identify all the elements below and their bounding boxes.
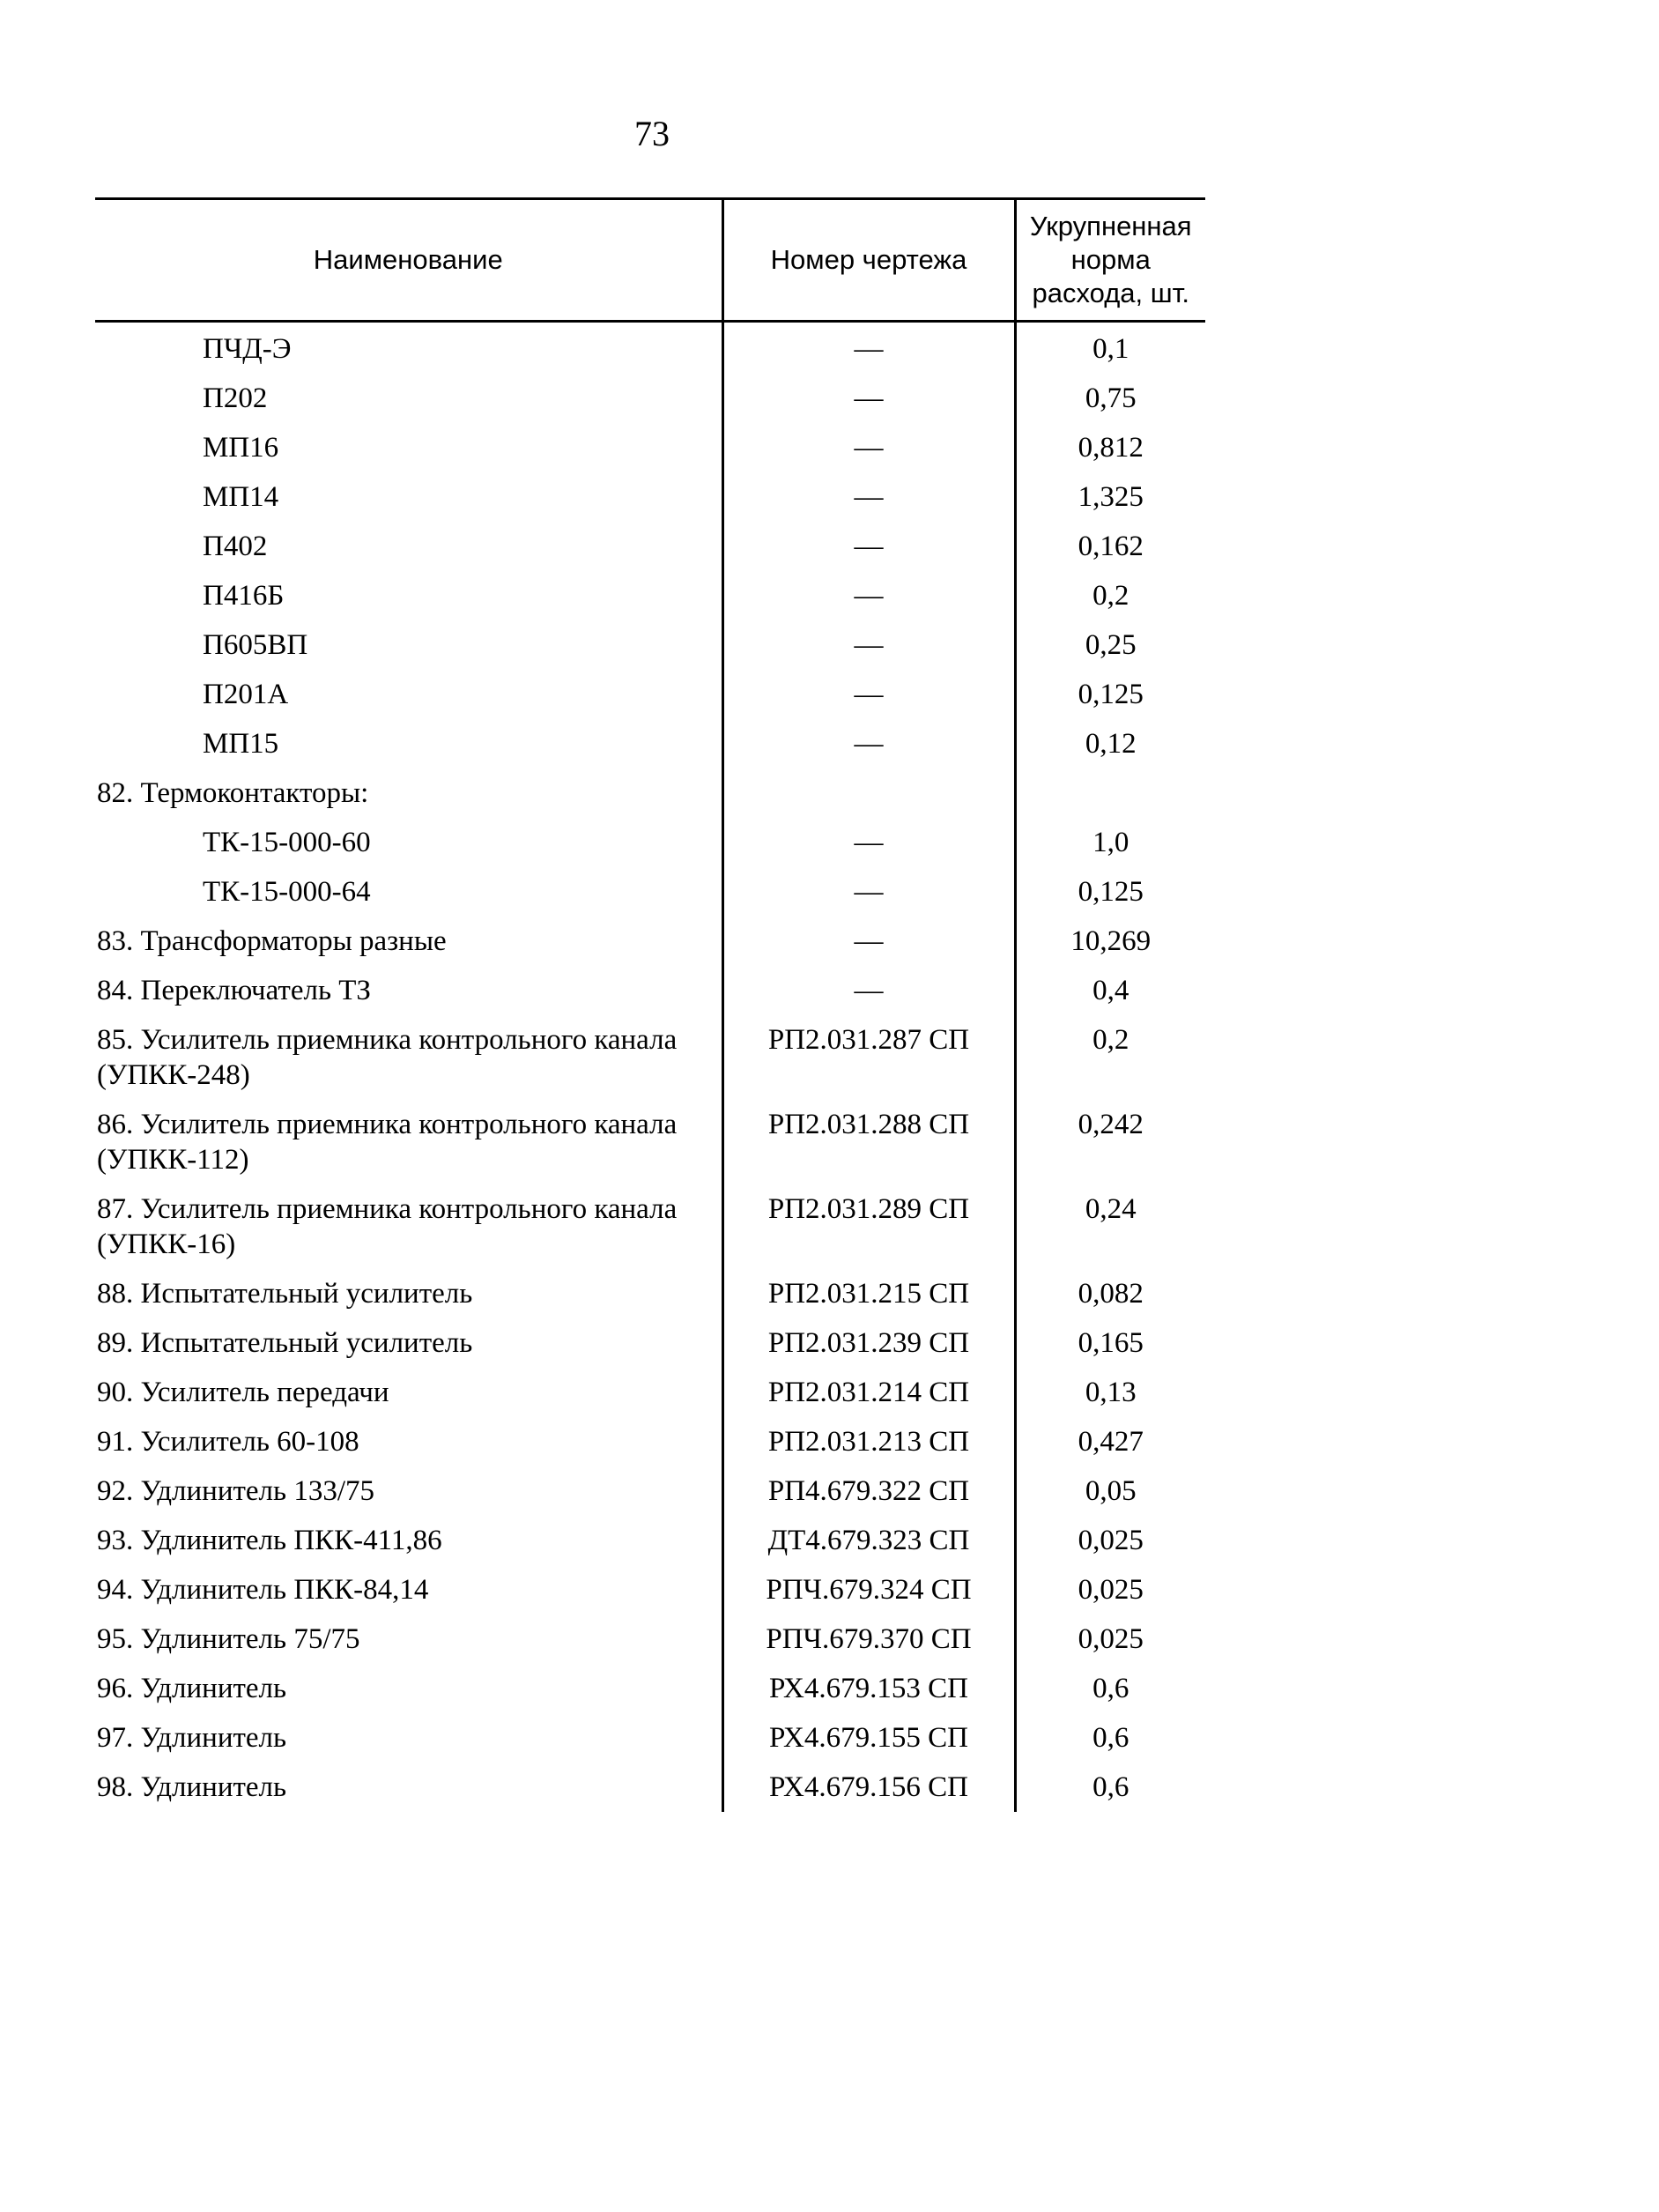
cell-name: 85. Усилитель приемника контрольного канала (УПКК-248) <box>97 1024 678 1091</box>
cell-drawing-number: — <box>722 917 1015 966</box>
table-header <box>95 199 1205 322</box>
table-row <box>95 1015 1205 1100</box>
table-row <box>95 670 1205 719</box>
cell-name: МП14 <box>203 481 279 513</box>
cell-name: 88. Испытательный усилитель <box>97 1278 473 1310</box>
cell-drawing-number: — <box>722 818 1015 867</box>
table-row <box>95 374 1205 423</box>
table-row <box>95 1614 1205 1664</box>
norms-table-container <box>95 197 1205 1812</box>
cell-name: 93. Удлинитель ПКК-411,86 <box>97 1525 442 1556</box>
table-row <box>95 768 1205 818</box>
cell-drawing-number: РП2.031.287 СП <box>722 1015 1015 1100</box>
header-drawing-number: Номер чертежа <box>722 199 1015 322</box>
cell-drawing-number: — <box>722 670 1015 719</box>
cell-drawing-number: РХ4.679.155 СП <box>722 1713 1015 1763</box>
cell-name: ТК-15-000-60 <box>203 827 371 858</box>
cell-name: 96. Удлинитель <box>97 1673 287 1704</box>
table-row <box>95 571 1205 620</box>
cell-consumption-norm: 0,125 <box>1015 670 1205 719</box>
cell-name: 86. Усилитель приемника контрольного канала (УПКК-112) <box>97 1109 678 1176</box>
table-row <box>95 1763 1205 1812</box>
cell-drawing-number: РХ4.679.156 СП <box>722 1763 1015 1812</box>
cell-drawing-number: РПЧ.679.370 СП <box>722 1614 1015 1664</box>
cell-consumption-norm <box>1015 768 1205 818</box>
cell-consumption-norm: 0,75 <box>1015 374 1205 423</box>
header-consumption-norm: Укрупненная норма расхода, шт. <box>1015 199 1205 322</box>
cell-consumption-norm: 0,12 <box>1015 719 1205 768</box>
table-row <box>95 1713 1205 1763</box>
cell-consumption-norm: 0,6 <box>1015 1664 1205 1713</box>
cell-consumption-norm: 0,165 <box>1015 1318 1205 1368</box>
cell-name: 91. Усилитель 60-108 <box>97 1426 359 1458</box>
cell-name: П201А <box>203 679 289 710</box>
table-row <box>95 1100 1205 1184</box>
header-row <box>95 199 1205 322</box>
cell-consumption-norm: 1,0 <box>1015 818 1205 867</box>
cell-drawing-number: — <box>722 571 1015 620</box>
cell-drawing-number: — <box>722 374 1015 423</box>
cell-drawing-number: — <box>722 719 1015 768</box>
cell-name: 89. Испытательный усилитель <box>97 1327 473 1359</box>
cell-name: П402 <box>203 531 268 562</box>
cell-name: МП15 <box>203 728 279 760</box>
cell-consumption-norm: 0,6 <box>1015 1763 1205 1812</box>
cell-name: П605ВП <box>203 629 308 661</box>
cell-consumption-norm: 0,25 <box>1015 620 1205 670</box>
cell-name: 92. Удлинитель 133/75 <box>97 1475 374 1507</box>
table-row <box>95 719 1205 768</box>
cell-consumption-norm: 0,6 <box>1015 1713 1205 1763</box>
cell-consumption-norm: 0,13 <box>1015 1368 1205 1417</box>
cell-drawing-number: — <box>722 966 1015 1015</box>
cell-name: 94. Удлинитель ПКК-84,14 <box>97 1574 429 1606</box>
cell-name: 83. Трансформаторы разные <box>97 925 447 957</box>
cell-name: П202 <box>203 382 268 414</box>
cell-name: 84. Переключатель ТЗ <box>97 975 371 1006</box>
cell-name: ПЧД-Э <box>203 333 292 365</box>
cell-consumption-norm: 0,125 <box>1015 867 1205 917</box>
table-row <box>95 472 1205 522</box>
cell-consumption-norm: 0,162 <box>1015 522 1205 571</box>
table-row <box>95 522 1205 571</box>
table-row <box>95 1664 1205 1713</box>
table-row <box>95 1368 1205 1417</box>
table-row <box>95 423 1205 472</box>
table-row <box>95 322 1205 375</box>
cell-name: 95. Удлинитель 75/75 <box>97 1623 360 1655</box>
cell-drawing-number: — <box>722 522 1015 571</box>
table-row <box>95 1516 1205 1565</box>
cell-consumption-norm: 0,242 <box>1015 1100 1205 1184</box>
cell-name: МП16 <box>203 432 279 464</box>
table-row <box>95 1269 1205 1318</box>
cell-name: 82. Термоконтакторы: <box>97 777 369 809</box>
cell-drawing-number: — <box>722 867 1015 917</box>
cell-drawing-number: РПЧ.679.324 СП <box>722 1565 1015 1614</box>
norms-table <box>95 197 1205 1812</box>
cell-consumption-norm: 0,427 <box>1015 1417 1205 1466</box>
cell-name: П416Б <box>203 580 285 612</box>
cell-drawing-number: РП2.031.239 СП <box>722 1318 1015 1368</box>
cell-drawing-number: РП2.031.288 СП <box>722 1100 1015 1184</box>
cell-consumption-norm: 0,24 <box>1015 1184 1205 1269</box>
table-row <box>95 917 1205 966</box>
table-row <box>95 620 1205 670</box>
cell-drawing-number: РП2.031.289 СП <box>722 1184 1015 1269</box>
cell-consumption-norm: 0,082 <box>1015 1269 1205 1318</box>
cell-consumption-norm: 0,4 <box>1015 966 1205 1015</box>
cell-consumption-norm: 0,2 <box>1015 571 1205 620</box>
cell-name: 90. Усилитель передачи <box>97 1377 389 1408</box>
cell-name: 87. Усилитель приемника контрольного канала (УПКК-16) <box>97 1193 678 1260</box>
table-row <box>95 966 1205 1015</box>
cell-drawing-number: — <box>722 322 1015 375</box>
table-row <box>95 1184 1205 1269</box>
cell-drawing-number: — <box>722 620 1015 670</box>
table-row <box>95 818 1205 867</box>
cell-drawing-number: РП4.679.322 СП <box>722 1466 1015 1516</box>
cell-drawing-number <box>722 768 1015 818</box>
cell-consumption-norm: 0,2 <box>1015 1015 1205 1100</box>
table-row <box>95 867 1205 917</box>
cell-consumption-norm: 10,269 <box>1015 917 1205 966</box>
table-row <box>95 1318 1205 1368</box>
page-number: 73 <box>634 114 670 153</box>
cell-drawing-number: РП2.031.215 СП <box>722 1269 1015 1318</box>
cell-name: 98. Удлинитель <box>97 1771 287 1803</box>
table-row <box>95 1565 1205 1614</box>
cell-drawing-number: РП2.031.214 СП <box>722 1368 1015 1417</box>
cell-consumption-norm: 1,325 <box>1015 472 1205 522</box>
cell-consumption-norm: 0,025 <box>1015 1614 1205 1664</box>
cell-drawing-number: ДТ4.679.323 СП <box>722 1516 1015 1565</box>
table-row <box>95 1417 1205 1466</box>
cell-consumption-norm: 0,812 <box>1015 423 1205 472</box>
header-name: Наименование <box>95 199 722 322</box>
cell-consumption-norm: 0,025 <box>1015 1565 1205 1614</box>
table-body <box>95 322 1205 1813</box>
cell-consumption-norm: 0,1 <box>1015 322 1205 375</box>
cell-drawing-number: РП2.031.213 СП <box>722 1417 1015 1466</box>
cell-drawing-number: РХ4.679.153 СП <box>722 1664 1015 1713</box>
cell-consumption-norm: 0,025 <box>1015 1516 1205 1565</box>
cell-name: 97. Удлинитель <box>97 1722 287 1754</box>
cell-drawing-number: — <box>722 472 1015 522</box>
cell-drawing-number: — <box>722 423 1015 472</box>
cell-name: ТК-15-000-64 <box>203 876 371 908</box>
table-row <box>95 1466 1205 1516</box>
cell-consumption-norm: 0,05 <box>1015 1466 1205 1516</box>
